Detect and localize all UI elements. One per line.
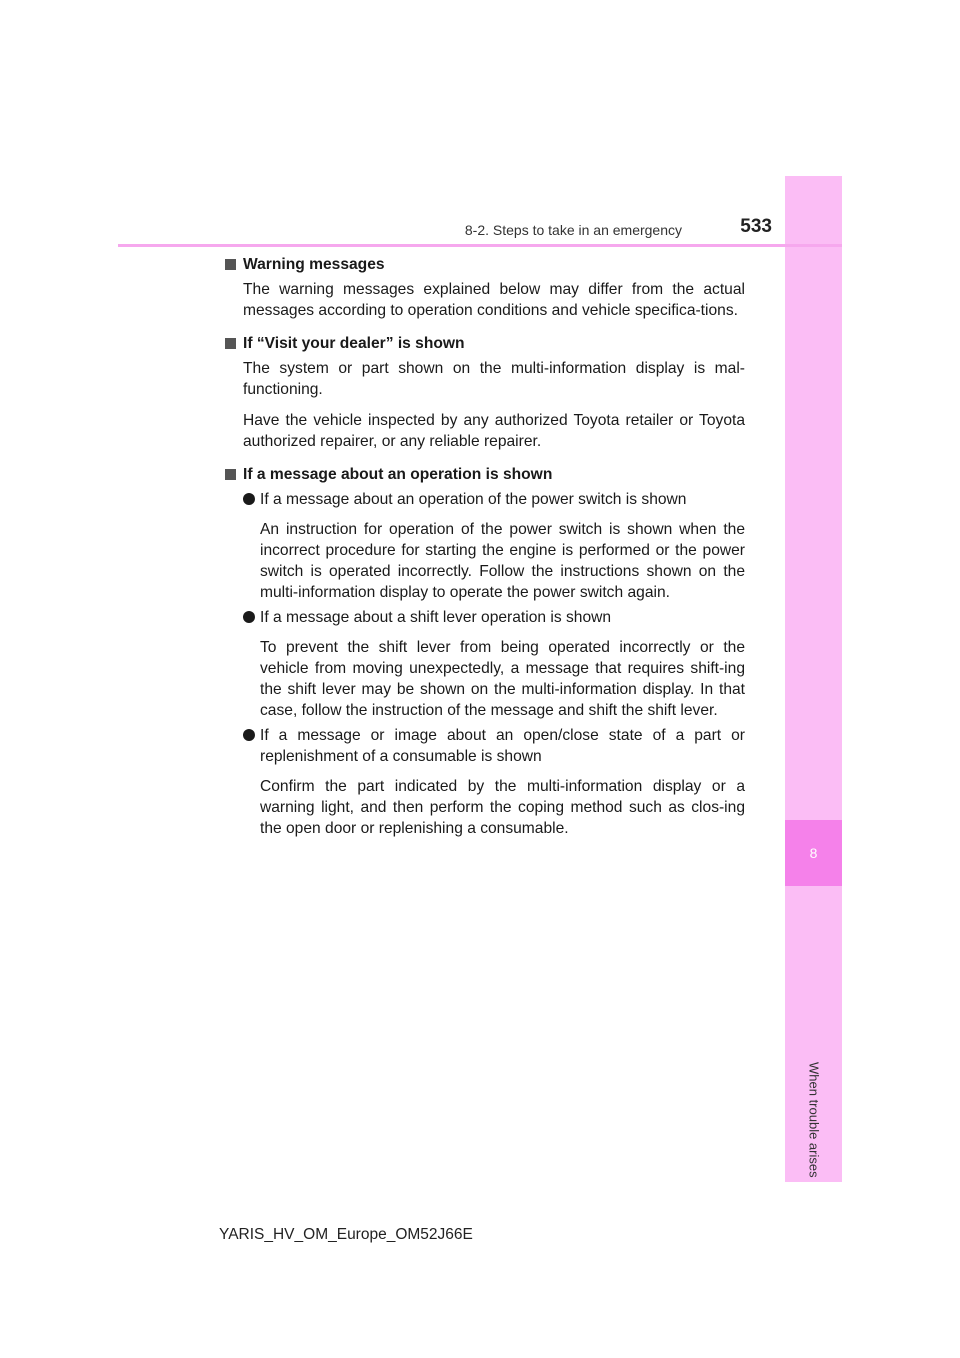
paragraph: The system or part shown on the multi-information display is mal-functioning. xyxy=(243,360,745,398)
bullet-item xyxy=(243,607,745,628)
chapter-label: When trouble arises xyxy=(806,1062,822,1178)
section-title: 8-2. Steps to take in an emergency xyxy=(464,222,682,238)
header-rule xyxy=(118,244,842,247)
bullet-item xyxy=(243,489,745,510)
chapter-number: 8 xyxy=(785,820,842,886)
chapter-side-tab xyxy=(785,176,842,1182)
heading-text: If “Visit your dealer” is shown xyxy=(243,335,465,352)
heading-warning-messages xyxy=(224,254,745,275)
bullet-item xyxy=(243,725,745,767)
circle-bullet-icon xyxy=(243,729,255,741)
document-id: YARIS_HV_OM_Europe_OM52J66E xyxy=(219,1226,473,1243)
bullet-description: Confirm the part indicated by the multi-information display or a warning light, and then perform the coping method such as clos-ing the open door or replenishing a consumable. xyxy=(260,778,745,837)
heading-text: Warning messages xyxy=(243,256,385,273)
page-number: 533 xyxy=(740,216,772,237)
bullet-text: If a message or image about an open/close state of a part or replenishment of a consumable is shown xyxy=(260,727,745,765)
circle-bullet-icon xyxy=(243,611,255,623)
paragraph: The warning messages explained below may differ from the actual messages according to operation conditions and vehicle specifica-tions. xyxy=(243,281,745,319)
heading-text: If a message about an operation is shown xyxy=(243,466,553,483)
square-bullet-icon xyxy=(225,469,236,480)
bullet-text: If a message about a shift lever operation is shown xyxy=(260,609,612,626)
page-content xyxy=(224,254,745,839)
circle-bullet-icon xyxy=(243,493,255,505)
paragraph: Have the vehicle inspected by any authorized Toyota retailer or Toyota authorized repairer, or any reliable repairer. xyxy=(243,412,745,450)
square-bullet-icon xyxy=(225,259,236,270)
square-bullet-icon xyxy=(225,338,236,349)
heading-visit-dealer xyxy=(224,333,745,354)
bullet-description: An instruction for operation of the power switch is shown when the incorrect procedure for starting the engine is performed or the power switch is operated incorrectly. Follow the instructions shown on the multi-information display to operate the power switch again. xyxy=(260,521,745,601)
heading-operation-message xyxy=(224,464,745,485)
bullet-text: If a message about an operation of the power switch is shown xyxy=(260,491,687,508)
bullet-description: To prevent the shift lever from being operated incorrectly or the vehicle from moving unexpectedly, a message that requires shift-ing the shift lever may be shown on the multi-information display. In that case, follow the instruction of the message and shift the shift lever. xyxy=(260,639,745,719)
